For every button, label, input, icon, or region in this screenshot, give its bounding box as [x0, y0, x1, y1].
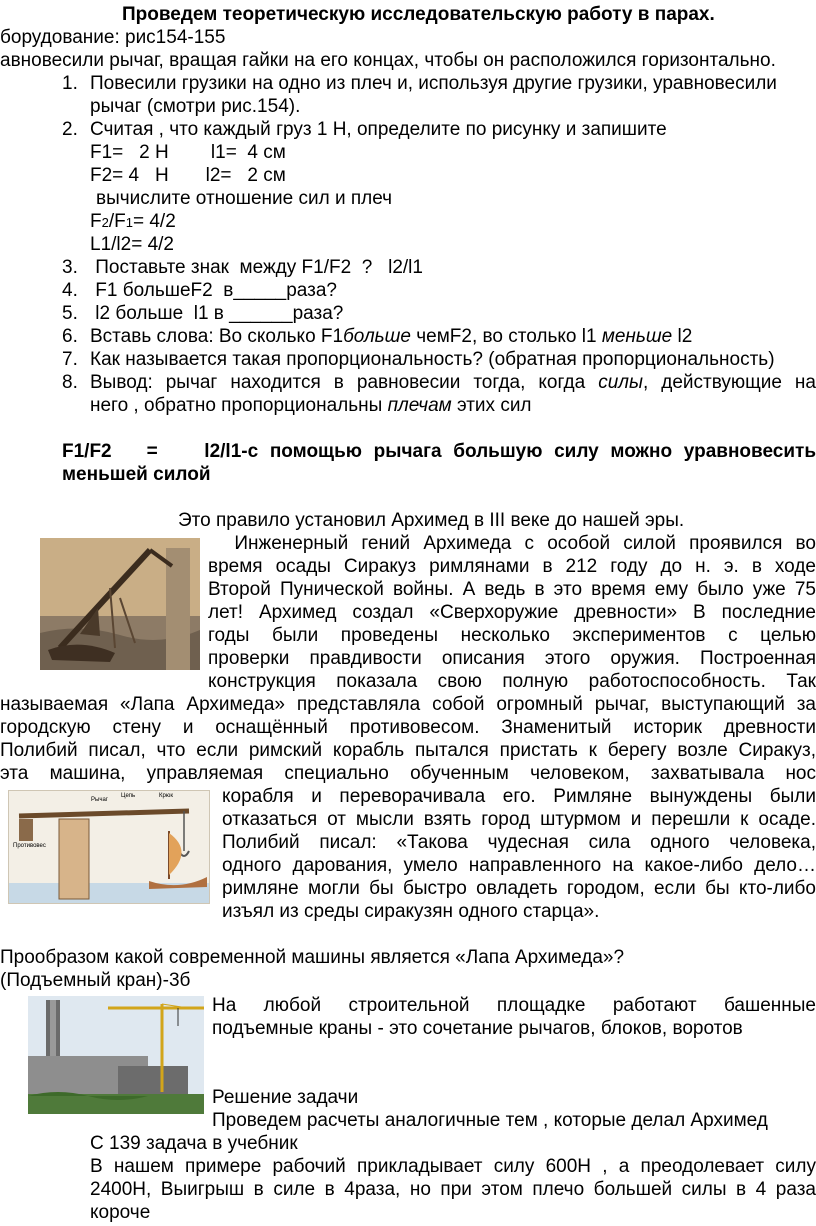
formula-line1: F1/F2 = l2/l1-с помощью рычага большую силу можно уравновесить: [62, 441, 816, 462]
step-6: Вставь слова: Во сколько F1больше чемF2, во столько l1 меньше l2: [90, 326, 693, 347]
archimedes-lead: Это правило установил Архимед в III веке до нашей эры.: [178, 510, 685, 531]
step-3: Поставьте знак между F1/F2 ? l2/l1: [90, 257, 423, 278]
step-2-ratio-l: L1/l2= 4/2: [90, 234, 174, 255]
diagram-label: Крюк: [159, 793, 173, 799]
step-4: F1 большеF2 в_____раза?: [90, 280, 337, 301]
task-line1: Проведем расчеты аналогичные тем , которые делал Архимед: [212, 1110, 768, 1131]
archimedes-p17: изъял из среды сиракузян одного старца».: [222, 901, 600, 922]
tower-crane-photo: [28, 996, 204, 1114]
task-line4: 2400Н, Выигрыш в силе в 4раза, но при этом плечо большей силы в 4 раза: [90, 1179, 816, 1200]
archimedes-p6: проверки правдивости описания этого оружия. Построенная: [208, 648, 816, 669]
step-number: 1.: [62, 73, 78, 94]
archimedes-p2: время осады Сиракуз римлянами в 212 году до н. э. в ходе: [208, 556, 816, 577]
question-text: Прообразом какой современной машины является «Лапа Архимеда»?: [0, 947, 625, 968]
diagram-label: Рычаг: [91, 797, 108, 803]
archimedes-p10: Полибий писал, что если римский корабль пытался пристать к берегу возле Сиракуз,: [0, 740, 816, 761]
archimedes-p1: Инженерный гений Архимеда с особой силой проявился во: [208, 533, 816, 554]
step-number: 7.: [62, 349, 78, 370]
task-heading: Решение задачи: [212, 1087, 359, 1108]
step-2-ratio-f: F2/F1= 4/2: [90, 211, 176, 232]
archimedes-p8: называемая «Лапа Архимеда» представляла собой огромный рычаг, выступающий за: [0, 694, 816, 715]
archimedes-p12: корабля и переворачивала его. Римляне вынуждены были: [222, 786, 816, 807]
cranes-line2: подъемные краны - это сочетание рычагов, блоков, воротов: [212, 1018, 743, 1039]
archimedes-p3: Второй Пунической войны. А ведь в это время ему было уже 75: [208, 579, 816, 600]
intro-line: авновесили рычаг, вращая гайки на его концах, чтобы он расположился горизонтально.: [0, 50, 776, 71]
step-number: 6.: [62, 326, 78, 347]
formula-line2: меньшей силой: [62, 464, 211, 485]
diagram-label: Противовес: [13, 843, 46, 849]
page-title: Проведем теоретическую исследовательскую работу в парах.: [122, 4, 715, 25]
equipment-line: борудование: рис154-155: [0, 27, 226, 48]
step-number: 4.: [62, 280, 78, 301]
task-line5: короче: [90, 1202, 151, 1223]
archimedes-claw-diagram: [8, 790, 210, 904]
archimedes-p11: эта машина, управляемая специально обученным человеком, захватывала нос: [0, 763, 816, 784]
task-line2: С 139 задача в учебник: [90, 1133, 298, 1154]
archimedes-p13: отказаться от мысли взять город штурмом и перешли к осаде.: [222, 809, 816, 830]
archimedes-claw-painting: [40, 538, 200, 670]
step-8-line2: него , обратно пропорциональны плечам этих сил: [90, 395, 532, 416]
step-2-calc: вычислите отношение сил и плеч: [96, 188, 393, 209]
archimedes-p14: Полибий писал: «Такова чудесная сила одного человека,: [222, 832, 816, 853]
task-line3: В нашем примере рабочий прикладывает силу 600Н , а преодолевает силу: [90, 1156, 816, 1177]
step-7: Как называется такая пропорциональность? (обратная пропорциональность): [90, 349, 775, 370]
cranes-line1: На любой строительной площадке работают башенные: [212, 995, 816, 1016]
archimedes-p9: городскую стену и оснащённый противовесом. Знаменитый историк древности: [0, 717, 816, 738]
step-1-line2: рычаг (смотри рис.154).: [90, 96, 301, 117]
step-number: 8.: [62, 372, 78, 393]
step-number: 3.: [62, 257, 78, 278]
step-2-line1: Считая , что каждый груз 1 Н, определите по рисунку и запишите: [90, 119, 667, 140]
step-5: l2 больше l1 в ______раза?: [90, 303, 344, 324]
question-answer: (Подъемный кран)-3б: [0, 970, 191, 991]
step-1-line1: Повесили грузики на одно из плеч и, используя другие грузики, уравновесили: [90, 73, 777, 94]
archimedes-p16: римляне могли бы быстро овладеть городом, если бы кто-либо: [222, 878, 816, 899]
archimedes-p15: одного дарования, умело направленного на какое-либо дело…: [222, 855, 816, 876]
archimedes-p5: годы были проведены несколько экспериментов с целью: [208, 625, 816, 646]
step-2-f2: F2= 4 Н l2= 2 см: [90, 165, 286, 186]
step-8-line1: Вывод: рычаг находится в равновесии тогда, когда силы, действующие на: [90, 372, 816, 393]
step-number: 2.: [62, 119, 78, 140]
step-number: 5.: [62, 303, 78, 324]
diagram-label: Цепь: [121, 793, 136, 799]
archimedes-p4: лет! Архимед создал «Сверхоружие древности» В последние: [208, 602, 816, 623]
step-2-f1: F1= 2 Н l1= 4 см: [90, 142, 286, 163]
archimedes-p7: конструкция показала свою полную работоспособность. Так: [208, 671, 816, 692]
